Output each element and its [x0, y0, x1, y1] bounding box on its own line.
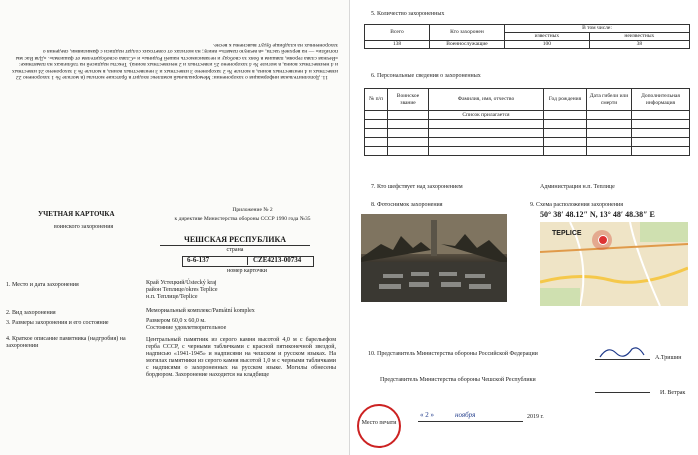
personal-info-table	[364, 88, 690, 156]
card-number-label: номер карточки	[227, 268, 267, 274]
s7-label: 7. Кто шефствует над захоронением	[371, 184, 463, 190]
row-4-value: Центральный памятник из серого камня высотой 4,0 м с барельефом герба СССР, с черными табличками с красной пятиконечной звездой, надписью «1941-1945» и надписями на чешском и русском языках. На могилах памятники из серого камня высотой 1,0 м с черными табличками с надписями о захороненных на русском языке. Могилы обнесены бордюром. Захоронение находится на кладбище	[146, 337, 336, 378]
date-day: « 2 »	[420, 411, 434, 419]
czech-rep-label: Представитель Министерства обороны Чешской Республики	[380, 377, 536, 383]
country-value: ЧЕШСКАЯ РЕСПУБЛИКА	[183, 235, 287, 244]
s10-signature-icon	[598, 343, 648, 361]
photo-scene-icon	[361, 214, 507, 302]
s9-label: 9. Схема расположения захоронения	[530, 202, 624, 208]
s6-h-5: Дополнительная информация	[632, 89, 690, 111]
upside-down-section-11	[8, 8, 338, 80]
date-year: 2019 г.	[527, 414, 544, 420]
row-1-label: 1. Место и дата захоронения	[6, 282, 79, 288]
country-underline	[160, 245, 310, 246]
s6-title: 6. Персональные сведения о захороненных	[371, 73, 481, 79]
card-subtitle: воинского захоронения	[54, 224, 114, 230]
s6-h-2: Фамилия, имя, отчество	[429, 89, 544, 111]
card-number-2: CZE4213-00734	[253, 256, 302, 264]
row-2-label: 2. Вид захоронения	[6, 310, 56, 316]
s6-h-1: Воинское звание	[388, 89, 429, 111]
s5-h-unknown: неизвестных	[589, 33, 689, 41]
stamp-label: Место печати	[361, 420, 397, 426]
s5-unknown: 38	[589, 41, 689, 49]
s10-name: А.Тришин	[655, 355, 682, 361]
s5-h-incl: В том числе:	[505, 25, 690, 33]
location-map[interactable]	[540, 222, 688, 306]
s6-note: Список прилагается	[429, 111, 544, 120]
s5-total: 138	[365, 41, 430, 49]
s10-label: 10. Представитель Министерства обороны Российской Федерации	[368, 351, 538, 357]
card-number-box	[182, 256, 314, 267]
s5-who: Военнослужащие	[430, 41, 505, 49]
s6-h-0: № п/п	[365, 89, 388, 111]
country-label: страна	[226, 247, 244, 253]
s5-h-who: Кто захоронен	[430, 25, 505, 41]
appendix-label: Приложение № 2	[232, 207, 273, 213]
appendix-ref: к директиве Министерства обороны СССР 1990 года №35	[174, 216, 311, 222]
s6-h-4: Дата гибели или смерти	[587, 89, 632, 111]
row-3-value: Размером 60,0 х 60,0 м. Состояние удовлетворительное	[146, 318, 227, 331]
section-11-text: 11. Дополнительная информация о захоронении: Мемориальный комплекс входит в братские могилы (в могиле № 1 захоронено 22 известных и 4 неизвестных воина, в могиле № 2 захоронено 3 известных и 3 неизвестных воина, в могиле № 3 захоронено 24 известных и 4 неизвестных воина, в могиле № 4 захоронено 25 известных и 2 неизвестных воина). Тексты надписей на табличках на памятнике: «Вечная слава героям, павшим в боях за свободу и независимость нашей Родины» и «Слава освободителям от фашизма». «Для Вас мы погибли» — на верхней части, «в вечную память» внизу; на могилах от советских солдат надписи с фамилиями, сведения о захороненных на кладбище будут выяснены к весне.	[12, 41, 338, 80]
czech-name: И. Ветрак	[660, 390, 686, 396]
s5-h-total: Всего	[365, 25, 430, 41]
official-stamp	[357, 404, 401, 448]
card-number-1: 6-6-137	[187, 256, 210, 264]
s5-h-known: известных	[505, 33, 590, 41]
map-pin-dot	[598, 235, 608, 245]
card-title: УЧЕТНАЯ КАРТОЧКА	[38, 210, 115, 218]
s5-known: 100	[505, 41, 590, 49]
map-label: TEPLICE	[552, 230, 582, 237]
memorial-photo	[361, 214, 507, 302]
row-4-label: 4. Краткое описание памятника (надгробия) на захоронении	[6, 336, 126, 349]
card-number-divider	[247, 256, 248, 265]
burials-count-table	[364, 24, 690, 49]
czech-signature-line	[595, 392, 650, 393]
s5-title: 5. Количество захороненных	[371, 11, 445, 17]
s6-h-3: Год рождения	[544, 89, 587, 111]
s7-value: Администрация н.п. Теплице	[540, 184, 615, 190]
date-underline	[418, 421, 523, 422]
row-2-value: Мемориальный комплекс/Památní komplex	[146, 308, 255, 314]
row-1-value: Край Устецкий/Ústecký kraj район Теплице/okres Teplice н.п. Теплице/Teplice	[146, 280, 218, 300]
row-3-label: 3. Размеры захоронения и его состояние	[6, 320, 109, 326]
date-month: ноября	[455, 411, 476, 419]
s8-label: 8. Фотоснимок захоронения	[371, 202, 443, 208]
s9-coords: 50° 38′ 48.12″ N, 13° 48′ 48.38″ E	[540, 210, 655, 219]
